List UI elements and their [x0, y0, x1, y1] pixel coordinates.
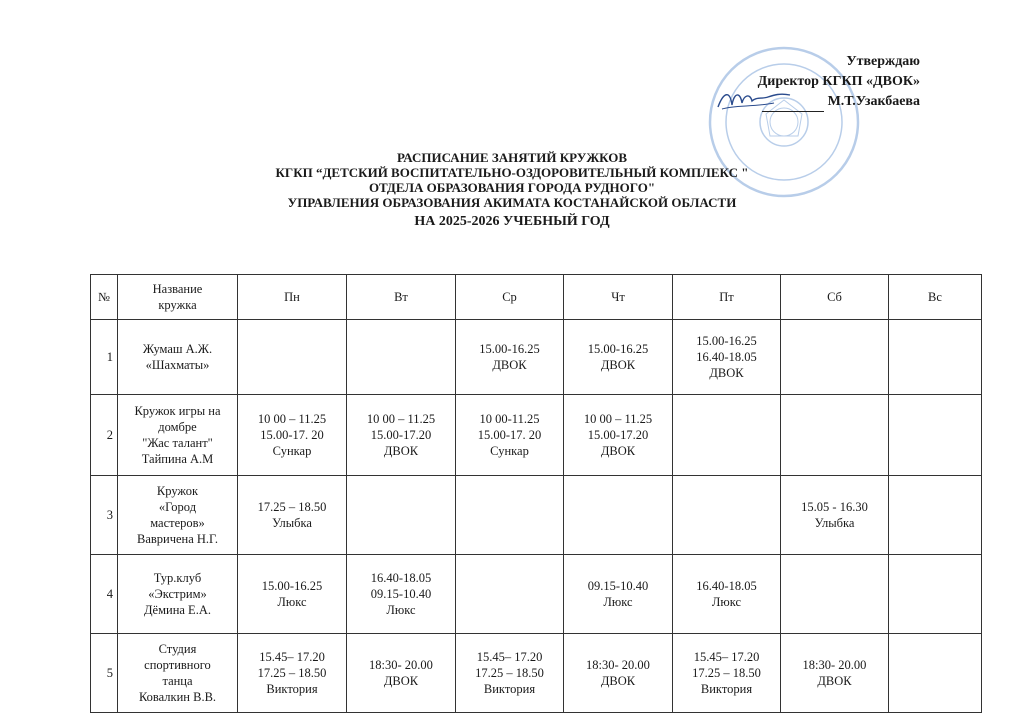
schedule-cell-line: Виктория — [483, 682, 536, 696]
club-name-line: Студия — [158, 642, 197, 656]
schedule-cell-sat — [781, 555, 889, 634]
club-name-cell — [118, 476, 238, 555]
club-name-cell — [118, 395, 238, 476]
schedule-cell-line: ДВОК — [600, 358, 636, 372]
schedule-cell-wed — [456, 634, 564, 713]
schedule-cell-fri — [673, 634, 781, 713]
schedule-cell-tue — [347, 320, 456, 395]
schedule-cell-fri — [673, 476, 781, 555]
schedule-cell-line: ДВОК — [600, 674, 636, 688]
club-name-line: «Экстрим» — [148, 587, 207, 601]
schedule-cell-sun — [889, 634, 982, 713]
schedule-cell-line: Виктория — [266, 682, 318, 696]
row-number: 2 — [91, 395, 118, 476]
schedule-cell-sat — [781, 634, 889, 713]
row-number: 4 — [91, 555, 118, 634]
approval-block — [690, 52, 920, 112]
schedule-cell-line: 18:30- 20.00 — [586, 658, 650, 672]
schedule-cell-thu — [564, 395, 673, 476]
title-line-2: КГКП “ДЕТСКИЙ ВОСПИТАТЕЛЬНО-ОЗДОРОВИТЕЛЬНЫЙ КОМПЛЕКС " — [275, 165, 749, 180]
schedule-body — [91, 320, 982, 713]
schedule-cell-line: 09.15-10.40 — [370, 587, 432, 601]
schedule-cell-line: 10 00 – 11.25 — [257, 412, 327, 426]
row-number: 1 — [91, 320, 118, 395]
schedule-cell-line: 16.40-18.05 — [696, 579, 757, 593]
schedule-cell-line: 10 00 – 11.25 — [583, 412, 653, 426]
schedule-cell-sun — [889, 320, 982, 395]
signature-line — [762, 95, 824, 112]
approval-title: Утверждаю — [846, 54, 920, 69]
schedule-cell-line: 15.45– 17.20 — [259, 650, 325, 664]
club-name-line: Жумаш А.Ж. — [142, 342, 213, 356]
club-name-line: Кружок — [156, 484, 199, 498]
schedule-cell-line: Люкс — [603, 595, 633, 609]
schedule-cell-line: 16.40-18.05 — [370, 571, 432, 585]
header-name-line-1: Название — [152, 282, 203, 296]
table-row — [91, 634, 982, 713]
table-row — [91, 555, 982, 634]
table-row — [91, 320, 982, 395]
header-num: № — [91, 275, 118, 320]
header-fri: Пт — [673, 275, 781, 320]
approval-position: Директор КГКП «ДВОК» — [757, 74, 920, 89]
header-mon: Пн — [238, 275, 347, 320]
schedule-cell-sun — [889, 555, 982, 634]
table-row — [91, 395, 982, 476]
signature-icon — [714, 87, 794, 115]
schedule-cell-line: 15.00-17.20 — [587, 428, 649, 442]
schedule-cell-mon — [238, 320, 347, 395]
schedule-cell-fri — [673, 555, 781, 634]
club-name-line: мастеров» — [150, 516, 205, 530]
document-title — [0, 150, 1024, 229]
schedule-cell-line: 15.00-17. 20 — [260, 428, 324, 442]
schedule-cell-line: 15.00-17.20 — [370, 428, 432, 442]
row-number: 5 — [91, 634, 118, 713]
schedule-cell-line: 15.45– 17.20 — [476, 650, 543, 664]
schedule-cell-wed — [456, 555, 564, 634]
schedule-cell-sat — [781, 395, 889, 476]
club-name-line: Вавричена Н.Г. — [136, 532, 219, 546]
schedule-cell-line: 15.05 - 16.30 — [801, 500, 868, 514]
row-number: 3 — [91, 476, 118, 555]
header-sat: Сб — [781, 275, 889, 320]
club-name-line: Кружок игры на — [134, 404, 221, 418]
schedule-cell-tue — [347, 395, 456, 476]
schedule-cell-line: 15.00-17. 20 — [477, 428, 542, 442]
schedule-cell-line: 15.00-16.25 — [587, 342, 649, 356]
club-name-line: спортивного — [144, 658, 211, 672]
schedule-cell-line: 10 00 – 11.25 — [366, 412, 436, 426]
schedule-cell-line: 10 00-11.25 — [479, 412, 540, 426]
club-name-cell — [118, 320, 238, 395]
schedule-cell-line: Виктория — [700, 682, 753, 696]
schedule-cell-line: Сункар — [490, 444, 529, 458]
club-name-line: Дёмина Е.А. — [144, 603, 211, 617]
schedule-cell-tue — [347, 555, 456, 634]
club-name-cell — [118, 634, 238, 713]
schedule-cell-line: 18:30- 20.00 — [802, 658, 867, 672]
club-name-line: Тур.клуб — [153, 571, 202, 585]
club-name-line: танца — [162, 674, 193, 688]
schedule-cell-sun — [889, 395, 982, 476]
schedule-cell-line: Люкс — [277, 595, 307, 609]
schedule-table — [90, 274, 982, 713]
schedule-cell-fri — [673, 320, 781, 395]
schedule-cell-line: 17.25 – 18.50 — [257, 666, 327, 680]
table-row — [91, 476, 982, 555]
schedule-cell-wed — [456, 320, 564, 395]
schedule-cell-sat — [781, 320, 889, 395]
schedule-cell-line: Улыбка — [272, 516, 312, 530]
schedule-cell-line: Улыбка — [814, 516, 855, 530]
schedule-cell-line: Люкс — [386, 603, 416, 617]
schedule-cell-tue — [347, 476, 456, 555]
schedule-cell-mon — [238, 555, 347, 634]
approval-signature-row — [690, 92, 920, 112]
schedule-cell-line: 15.00-16.25 — [261, 579, 323, 593]
club-name-line: «Шахматы» — [145, 358, 210, 372]
title-line-1: РАСПИСАНИЕ ЗАНЯТИЙ КРУЖКОВ — [396, 150, 628, 165]
table-header-row — [91, 275, 982, 320]
schedule-cell-line: ДВОК — [709, 366, 744, 380]
schedule-cell-line: Сункар — [272, 444, 312, 458]
schedule-cell-line: 16.40-18.05 — [696, 350, 757, 364]
club-name-line: Ковалкин В.В. — [138, 690, 217, 704]
schedule-cell-line: 17.25 – 18.50 — [257, 500, 327, 514]
club-name-line: Тайпина А.М — [141, 452, 214, 466]
club-name-line: домбре — [158, 420, 197, 434]
club-name-line: «Город — [158, 500, 197, 514]
schedule-cell-mon — [238, 634, 347, 713]
schedule-cell-sun — [889, 476, 982, 555]
schedule-cell-thu — [564, 476, 673, 555]
schedule-cell-line: ДВОК — [817, 674, 852, 688]
schedule-cell-line: ДВОК — [492, 358, 527, 372]
header-tue: Вт — [347, 275, 456, 320]
schedule-cell-line: 18:30- 20.00 — [369, 658, 433, 672]
schedule-cell-line: Люкс — [711, 595, 742, 609]
club-name-line: "Жас талант" — [142, 436, 213, 450]
schedule-cell-fri — [673, 395, 781, 476]
header-sun: Вс — [889, 275, 982, 320]
schedule-cell-line: 15.00-16.25 — [479, 342, 540, 356]
schedule-cell-wed — [456, 476, 564, 555]
schedule-cell-line: ДВОК — [600, 444, 636, 458]
approval-director-name: М.Т.Узакбаева — [827, 94, 920, 109]
header-wed: Ср — [456, 275, 564, 320]
schedule-cell-line: 15.45– 17.20 — [693, 650, 760, 664]
schedule-cell-line: 17.25 – 18.50 — [692, 666, 761, 680]
title-year: НА 2025-2026 УЧЕБНЫЙ ГОД — [414, 214, 610, 229]
schedule-cell-wed — [456, 395, 564, 476]
schedule-cell-thu — [564, 634, 673, 713]
schedule-cell-thu — [564, 555, 673, 634]
schedule-cell-mon — [238, 395, 347, 476]
schedule-cell-sat — [781, 476, 889, 555]
schedule-cell-line: 17.25 – 18.50 — [475, 666, 544, 680]
title-line-3: ОТДЕЛА ОБРАЗОВАНИЯ ГОРОДА РУДНОГО" — [368, 180, 656, 195]
schedule-cell-mon — [238, 476, 347, 555]
header-name-line-2: кружка — [158, 298, 197, 312]
schedule-cell-line: 09.15-10.40 — [587, 579, 649, 593]
schedule-cell-line: ДВОК — [383, 444, 419, 458]
schedule-cell-tue — [347, 634, 456, 713]
schedule-cell-thu — [564, 320, 673, 395]
club-name-cell — [118, 555, 238, 634]
title-line-4: УПРАВЛЕНИЯ ОБРАЗОВАНИЯ АКИМАТА КОСТАНАЙСКОЙ ОБЛАСТИ — [287, 195, 737, 210]
header-thu: Чт — [564, 275, 673, 320]
schedule-cell-line: 15.00-16.25 — [696, 334, 757, 348]
schedule-cell-line: ДВОК — [383, 674, 419, 688]
header-name — [118, 275, 238, 320]
